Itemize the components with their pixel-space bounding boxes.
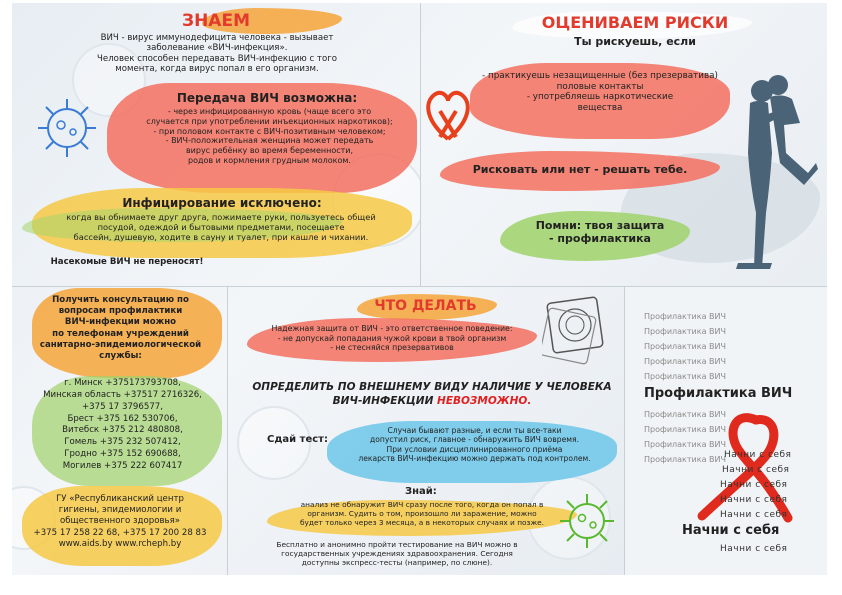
excluded-heading: Инфицирование исключено: [122,196,322,210]
start-text: Начни с себя [724,450,792,460]
virus-icon [34,95,100,161]
panel-contacts [12,286,227,575]
panel-title: ЗНАЕМ [182,11,250,31]
prevention-text: Профилактика ВИЧ [644,312,726,321]
virus-icon [557,491,617,551]
start-text: Начни с себя [722,465,790,475]
start-text: Начни с себя [720,510,788,520]
condom-package-icon [542,294,608,366]
excluded-list: когда вы обнимаете друг друга, пожимаете руки, пользуетесь общей посудой, одеждой и бытовыми предметами, посещаете бассейн, душевую, ходите в сауну и туалет, при кашле и чихании. [66,212,376,243]
risks-subtitle: Ты рискуешь, если [574,35,696,48]
risks-list: - практикуешь незащищенные (без презерватива) половые контакты - употребляешь наркотические вещества [482,71,718,114]
panel-title: ЧТО ДЕЛАТЬ [374,298,477,314]
start-text: Начни с себя [720,480,788,490]
prevention-text: Профилактика ВИЧ [644,357,726,366]
prevention-text: Профилактика ВИЧ [644,410,726,419]
phone-list: г. Минск +375173793708, Минская область +37517 2716326, +375 17 3796577, Брест +375 162 530706, Витебск +375 212 480808, Гомель +375 232 507412, Гродно +375 152 690688, Могилев +375 222 607417 [43,378,202,472]
center-info: ГУ «Республиканский центр гигиены, эпидемиологии и общественного здоровья» +375 17 258 22 68, +375 17 200 28 83 www.aids.by www.rcheph.by [33,494,207,549]
start-text: Начни с себя [720,544,788,554]
prevention-text: Профилактика ВИЧ [644,372,726,381]
start-text: Начни с себя [720,495,788,505]
test-heading: Сдай тест: [267,434,328,445]
fold-line [420,3,421,286]
prevention-text: Профилактика ВИЧ [644,455,726,464]
couple-silhouette [720,63,820,273]
decide-text: Рисковать или нет - решать тебе. [472,163,688,176]
know-heading: Знай: [405,486,437,497]
panel-prevention [624,286,827,575]
test-text: Случаи бывают разные, и если ты все-таки допустил риск, главное - обнаружить ВИЧ вовремя. При условии дисциплинированного приёма лекарств ВИЧ-инфекцию можно держать под контролем. [358,426,591,463]
intro-text: ВИЧ - вирус иммунодефицита человека - вызывает заболевание «ВИЧ-инфекция». Человек способен передавать ВИЧ-инфекцию с того момента, когда вирус попал в его организм. [97,33,337,75]
prevention-heading: Профилактика ВИЧ [644,386,793,401]
prevention-text: Профилактика ВИЧ [644,440,726,449]
brochure [12,3,827,575]
know-text: анализ не обнаружит ВИЧ сразу после того, когда он попал в организм. Судить о том, произошло ли заражение, можно будет только через 3 месяца, а в некоторых случаях и позже. [299,500,545,528]
panel-title: ОЦЕНИВАЕМ РИСКИ [541,13,729,32]
start-heading: Начни с себя [682,523,780,538]
fold-line [624,286,625,575]
consult-text: Получить консультацию по вопросам профилактики ВИЧ-инфекции можно по телефонам учреждений санитарно-эпидемиологической службы: [39,295,202,361]
insects-note: Насекомые ВИЧ не переносят! [50,257,204,267]
impossible-highlight: НЕВОЗМОЖНО. [437,395,532,408]
remember-text: Помни: твоя защита - профилактика [535,219,665,246]
prevention-text: Профилактика ВИЧ [644,327,726,336]
prevention-text: Профилактика ВИЧ [644,425,726,434]
panel-we-know [12,3,420,286]
red-ribbon-heart-icon [420,81,476,145]
transmission-heading: Передача ВИЧ возможна: [176,91,358,105]
protect-text: Надежная защита от ВИЧ - это ответственное поведение: - не допускай попадания чужой крови в твой организм - не стесняйся презервативов [271,324,513,352]
free-testing-text: Бесплатно и анонимно пройти тестирование на ВИЧ можно в государственных учреждениях здравоохранения. Сегодня доступны экспресс-тесты (например, по слюне). [276,540,518,568]
panel-what-to-do [227,286,624,575]
transmission-list: - через инфицированную кровь (чаще всего это случается при употреблении инъекционных наркотиков); - при половом контакте с ВИЧ-позитивным человеком; - ВИЧ-положительная женщина может передать вирус ребёнку во время беременности, родов и кормления грудным молоком. [146,107,393,165]
define-statement: ОПРЕДЕЛИТЬ ПО ВНЕШНЕМУ ВИДУ НАЛИЧИЕ У ЧЕЛОВЕКА ВИЧ-ИНФЕКЦИИ НЕВОЗМОЖНО. [252,381,612,408]
panel-risks [420,3,827,286]
prevention-text: Профилактика ВИЧ [644,342,726,351]
fold-line [227,286,228,575]
fold-line [12,286,827,287]
